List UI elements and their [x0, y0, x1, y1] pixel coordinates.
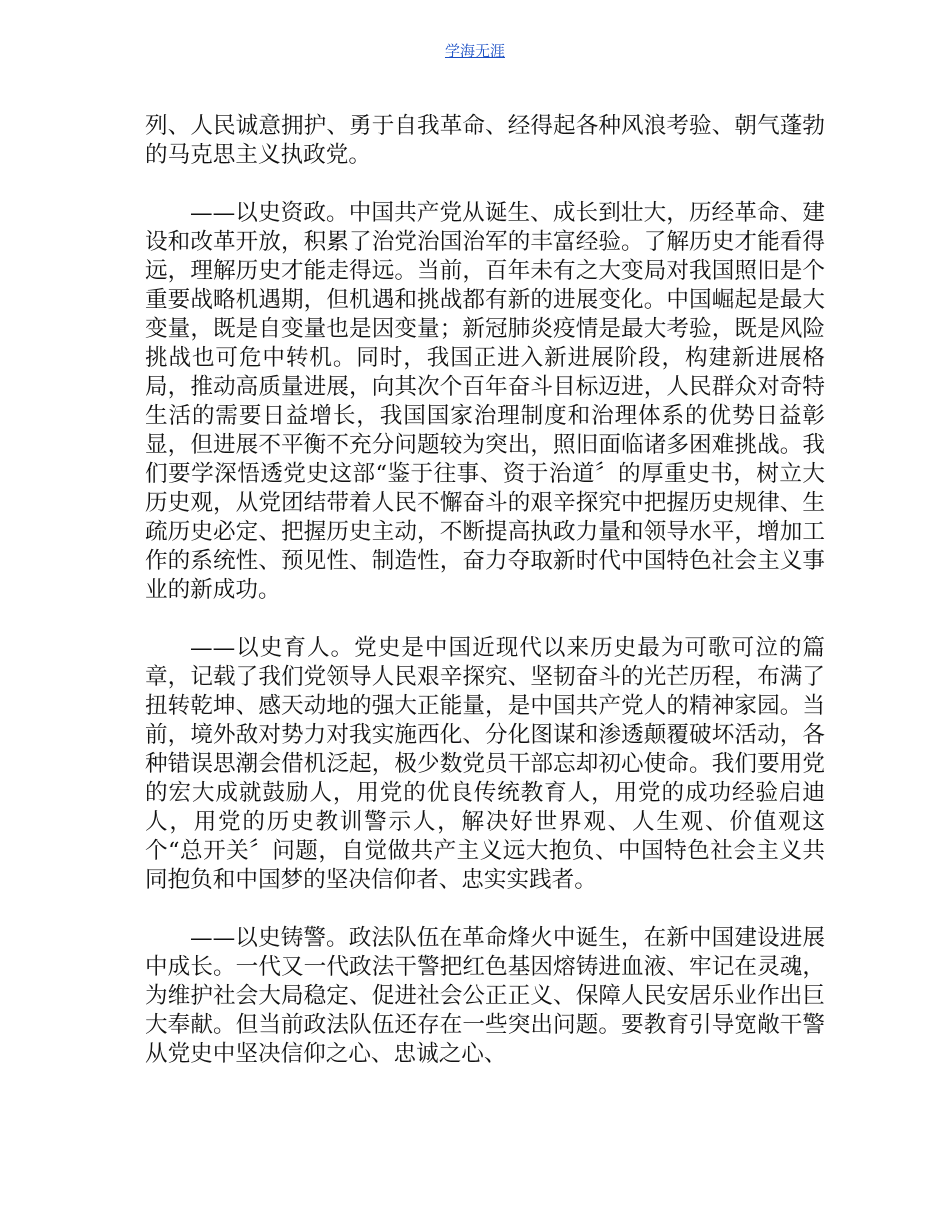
paragraph-yishi-zhujing: ——以史铸警。政法队伍在革命烽火中诞生，在新中国建设进展中成长。一代又一代政法干警把红色基因熔铸进血液、牢记在灵魂，为维护社会大局稳定、促进社会公正正义、保障人民安居乐业作出巨大奉献。但当前政法队伍还存在一些突出问题。要教育引导宽敞干警从党史中坚决信仰之心、忠诚之心、	[145, 925, 825, 1067]
document-body	[145, 112, 825, 1069]
paragraph-yishi-zizheng: ——以史资政。中国共产党从诞生、成长到壮大，历经革命、建设和改革开放，积累了治党治国治军的丰富经验。了解历史才能看得远，理解历史才能走得远。当前，百年未有之大变局对我国照旧是个重要战略机遇期，但机遇和挑战都有新的进展变化。中国崛起是最大变量，既是自变量也是因变量；新冠肺炎疫情是最大考验，既是风险挑战也可危中转机。同时，我国正进入新进展阶段，构建新进展格局，推动高质量进展，向其次个百年奋斗目标迈进，人民群众对奇特生活的需要日益增长，我国国家治理制度和治理体系的优势日益彰显，但进展不平衡不充分问题较为突出，照旧面临诸多困难挑战。我们要学深悟透党史这部“鉴于往事、资于治道〞的厚重史书，树立大历史观，从党团结带着人民不懈奋斗的艰辛探究中把握历史规律、生疏历史必定、把握历史主动，不断提高执政力量和领导水平，增加工作的系统性、预见性、制造性，奋力夺取新时代中国特色社会主义事业的新成功。	[145, 200, 825, 603]
paragraph-gap	[145, 895, 825, 924]
paragraph-gap	[145, 170, 825, 199]
header-link[interactable]: 学海无涯	[444, 42, 505, 60]
paragraph-continuation: 列、人民诚意拥护、勇于自我革命、经得起各种风浪考验、朝气蓬勃的马克思主义执政党。	[145, 113, 825, 168]
paragraph-yishi-yuren: ——以史育人。党史是中国近现代以来历史最为可歌可泣的篇章，记载了我们党领导人民艰辛探究、坚韧奋斗的光芒历程，布满了扭转乾坤、感天动地的强大正能量，是中国共产党人的精神家园。当前，境外敌对势力对我实施西化、分化图谋和渗透颠覆破坏活动，各种错误思潮会借机泛起，极少数党员干部忘却初心使命。我们要用党的宏大成就鼓励人，用党的优良传统教育人，用党的成功经验启迪人，用党的历史教训警示人，解决好世界观、人生观、价值观这个“总开关〞问题，自觉做共产主义远大抱负、中国特色社会主义共同抱负和中国梦的坚决信仰者、忠实实践者。	[145, 635, 825, 893]
paragraph-gap	[145, 605, 825, 634]
